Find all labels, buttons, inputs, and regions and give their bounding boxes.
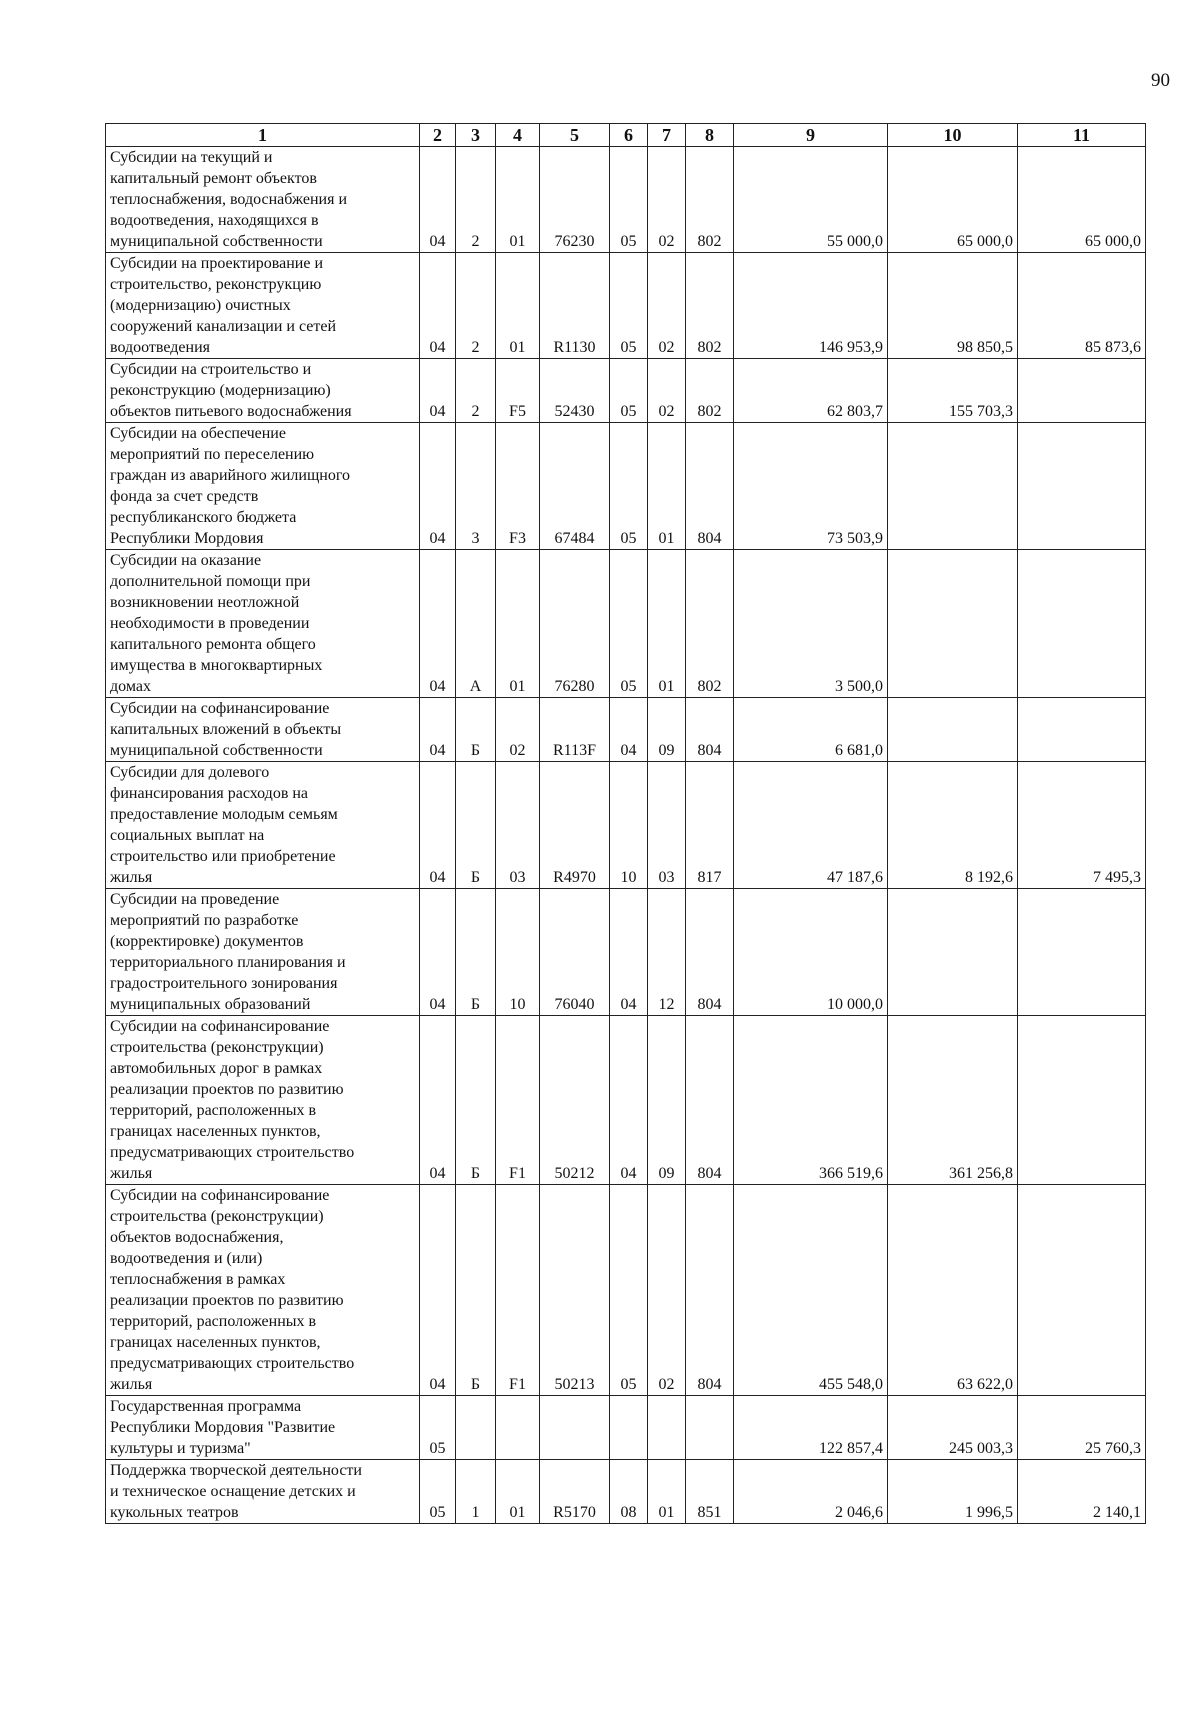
ministry-code: 804 (686, 423, 734, 550)
description-line: водоотведения и (или) (110, 1250, 263, 1267)
header-col-10: 10 (888, 124, 1018, 147)
section-code: 05 (420, 1460, 456, 1524)
section-code-2: 05 (610, 253, 648, 359)
amount-year-2: 245 003,3 (888, 1396, 1018, 1460)
description-line: возникновении неотложной (110, 594, 300, 611)
ministry-code: 804 (686, 698, 734, 762)
event-code: F1 (496, 1185, 540, 1396)
section-code-2: 04 (610, 1016, 648, 1185)
subsection-code: 01 (648, 423, 686, 550)
ministry-code: 804 (686, 1016, 734, 1185)
event-code: 01 (496, 253, 540, 359)
table-row (106, 698, 1146, 762)
section-code-2: 05 (610, 423, 648, 550)
amount-year-1: 6 681,0 (734, 698, 888, 762)
event-code: 10 (496, 889, 540, 1016)
amount-year-1: 3 500,0 (734, 550, 888, 698)
row-description (106, 1185, 420, 1396)
section-code-2: 05 (610, 359, 648, 423)
description-line: Субсидии на софинансирование (110, 700, 330, 717)
amount-year-1: 366 519,6 (734, 1016, 888, 1185)
ministry-code: 802 (686, 253, 734, 359)
description-line: жилья (110, 1376, 153, 1393)
event-code: 01 (496, 147, 540, 253)
direction-code: R4970 (540, 762, 610, 889)
row-description (106, 423, 420, 550)
section-code: 04 (420, 1016, 456, 1185)
amount-year-2: 63 622,0 (888, 1185, 1018, 1396)
row-description (106, 762, 420, 889)
subsection-code: 12 (648, 889, 686, 1016)
amount-year-2: 65 000,0 (888, 147, 1018, 253)
description-line: (корректировке) документов (110, 933, 304, 950)
description-line: граждан из аварийного жилищного (110, 467, 351, 484)
amount-year-3 (1018, 889, 1146, 1016)
row-description (106, 1396, 420, 1460)
amount-year-3 (1018, 1016, 1146, 1185)
description-line: объектов водоснабжения, (110, 1229, 284, 1246)
header-col-4: 4 (496, 124, 540, 147)
subsection-code: 02 (648, 147, 686, 253)
amount-year-3 (1018, 423, 1146, 550)
section-code-2: 05 (610, 1185, 648, 1396)
description-line: территорий, расположенных в (110, 1313, 317, 1330)
event-code: F1 (496, 1016, 540, 1185)
description-line: культуры и туризма" (110, 1440, 251, 1457)
description-line: Субсидии на софинансирование (110, 1018, 330, 1035)
direction-code: 50212 (540, 1016, 610, 1185)
table-row (106, 1185, 1146, 1396)
subprogram-code: А (456, 550, 496, 698)
section-code-2: 04 (610, 889, 648, 1016)
description-line: республиканского бюджета (110, 509, 297, 526)
header-col-2: 2 (420, 124, 456, 147)
description-line: необходимости в проведении (110, 615, 310, 632)
description-line: мероприятий по разработке (110, 912, 299, 929)
header-col-6: 6 (610, 124, 648, 147)
section-code-2: 08 (610, 1460, 648, 1524)
header-col-1: 1 (106, 124, 420, 147)
direction-code: 67484 (540, 423, 610, 550)
header-col-5: 5 (540, 124, 610, 147)
ministry-code: 802 (686, 550, 734, 698)
description-line: границах населенных пунктов, (110, 1123, 321, 1140)
budget-table (105, 123, 1146, 1524)
description-line: кукольных театров (110, 1504, 239, 1521)
description-line: территорий, расположенных в (110, 1102, 317, 1119)
description-line: водоотведения (110, 339, 210, 356)
amount-year-2 (888, 698, 1018, 762)
ministry-code: 802 (686, 147, 734, 253)
event-code (496, 1396, 540, 1460)
subprogram-code: 2 (456, 359, 496, 423)
description-line: территориального планирования и (110, 954, 346, 971)
row-description (106, 1016, 420, 1185)
event-code: 01 (496, 550, 540, 698)
header-col-9: 9 (734, 124, 888, 147)
direction-code: 76280 (540, 550, 610, 698)
amount-year-3: 2 140,1 (1018, 1460, 1146, 1524)
section-code-2: 04 (610, 698, 648, 762)
subprogram-code: Б (456, 889, 496, 1016)
description-line: Субсидии на оказание (110, 552, 262, 569)
row-description (106, 253, 420, 359)
header-col-7: 7 (648, 124, 686, 147)
section-code: 05 (420, 1396, 456, 1460)
description-line: Субсидии на проведение (110, 891, 280, 908)
subsection-code: 01 (648, 550, 686, 698)
section-code: 04 (420, 550, 456, 698)
section-code-2: 05 (610, 550, 648, 698)
description-line: капитальный ремонт объектов (110, 170, 317, 187)
row-description (106, 359, 420, 423)
amount-year-1: 62 803,7 (734, 359, 888, 423)
subsection-code: 09 (648, 1016, 686, 1185)
subsection-code: 09 (648, 698, 686, 762)
description-line: капитальных вложений в объекты (110, 721, 342, 738)
description-line: предусматривающих строительство (110, 1144, 355, 1161)
ministry-code: 817 (686, 762, 734, 889)
table-row (106, 1016, 1146, 1185)
subsection-code: 02 (648, 359, 686, 423)
ministry-code: 851 (686, 1460, 734, 1524)
header-col-11: 11 (1018, 124, 1146, 147)
table-row (106, 147, 1146, 253)
section-code: 04 (420, 889, 456, 1016)
table-row (106, 550, 1146, 698)
header-col-3: 3 (456, 124, 496, 147)
row-description (106, 1460, 420, 1524)
amount-year-2: 1 996,5 (888, 1460, 1018, 1524)
description-line: объектов питьевого водоснабжения (110, 403, 352, 420)
description-line: сооружений канализации и сетей (110, 318, 337, 335)
description-line: муниципальной собственности (110, 233, 323, 250)
ministry-code: 802 (686, 359, 734, 423)
description-line: муниципальных образований (110, 996, 311, 1013)
table-row (106, 1396, 1146, 1460)
description-line: автомобильных дорог в рамках (110, 1060, 323, 1077)
event-code: F3 (496, 423, 540, 550)
description-line: водоотведения, находящихся в (110, 212, 319, 229)
description-line: дополнительной помощи при (110, 573, 311, 590)
amount-year-1: 2 046,6 (734, 1460, 888, 1524)
ministry-code: 804 (686, 889, 734, 1016)
description-line: капитального ремонта общего (110, 636, 316, 653)
section-code: 04 (420, 253, 456, 359)
event-code: 02 (496, 698, 540, 762)
description-line: Субсидии на строительство и (110, 361, 312, 378)
subprogram-code: Б (456, 698, 496, 762)
header-row (106, 124, 1146, 147)
direction-code: R5170 (540, 1460, 610, 1524)
section-code: 04 (420, 147, 456, 253)
ministry-code (686, 1396, 734, 1460)
table-row (106, 762, 1146, 889)
ministry-code: 804 (686, 1185, 734, 1396)
description-line: Государственная программа (110, 1398, 302, 1415)
description-line: строительства (реконструкции) (110, 1039, 324, 1056)
row-description (106, 698, 420, 762)
amount-year-1: 122 857,4 (734, 1396, 888, 1460)
amount-year-2 (888, 423, 1018, 550)
subprogram-code: Б (456, 1016, 496, 1185)
amount-year-3: 25 760,3 (1018, 1396, 1146, 1460)
section-code: 04 (420, 698, 456, 762)
amount-year-1: 55 000,0 (734, 147, 888, 253)
description-line: реализации проектов по развитию (110, 1292, 344, 1309)
description-line: предоставление молодым семьям (110, 806, 338, 823)
header-col-8: 8 (686, 124, 734, 147)
section-code-2: 10 (610, 762, 648, 889)
subprogram-code: Б (456, 1185, 496, 1396)
amount-year-3: 65 000,0 (1018, 147, 1146, 253)
page-number: 90 (1151, 70, 1170, 91)
description-line: реализации проектов по развитию (110, 1081, 344, 1098)
description-line: социальных выплат на (110, 827, 265, 844)
subsection-code: 03 (648, 762, 686, 889)
subprogram-code: 2 (456, 147, 496, 253)
subsection-code: 01 (648, 1460, 686, 1524)
direction-code (540, 1396, 610, 1460)
amount-year-2 (888, 889, 1018, 1016)
direction-code: R1130 (540, 253, 610, 359)
description-line: Республики Мордовия "Развитие (110, 1419, 336, 1436)
description-line: фонда за счет средств (110, 488, 259, 505)
subsection-code: 02 (648, 253, 686, 359)
section-code-2: 05 (610, 147, 648, 253)
description-line: (модернизацию) очистных (110, 297, 291, 314)
direction-code: 76040 (540, 889, 610, 1016)
subprogram-code (456, 1396, 496, 1460)
amount-year-3 (1018, 1185, 1146, 1396)
amount-year-1: 455 548,0 (734, 1185, 888, 1396)
table-row (106, 423, 1146, 550)
description-line: мероприятий по переселению (110, 446, 315, 463)
amount-year-3: 85 873,6 (1018, 253, 1146, 359)
table-row (106, 889, 1146, 1016)
description-line: домах (110, 678, 151, 695)
amount-year-2: 361 256,8 (888, 1016, 1018, 1185)
description-line: теплоснабжения, водоснабжения и (110, 191, 347, 208)
section-code-2 (610, 1396, 648, 1460)
amount-year-3 (1018, 550, 1146, 698)
description-line: Субсидии для долевого (110, 764, 270, 781)
subprogram-code: 1 (456, 1460, 496, 1524)
subprogram-code: Б (456, 762, 496, 889)
description-line: имущества в многоквартирных (110, 657, 323, 674)
amount-year-1: 47 187,6 (734, 762, 888, 889)
amount-year-2: 8 192,6 (888, 762, 1018, 889)
amount-year-2: 98 850,5 (888, 253, 1018, 359)
description-line: жилья (110, 869, 153, 886)
subprogram-code: 3 (456, 423, 496, 550)
amount-year-3: 7 495,3 (1018, 762, 1146, 889)
amount-year-1: 73 503,9 (734, 423, 888, 550)
direction-code: 76230 (540, 147, 610, 253)
amount-year-2: 155 703,3 (888, 359, 1018, 423)
description-line: реконструкцию (модернизацию) (110, 382, 331, 399)
amount-year-2 (888, 550, 1018, 698)
event-code: 01 (496, 1460, 540, 1524)
event-code: 03 (496, 762, 540, 889)
description-line: градостроительного зонирования (110, 975, 338, 992)
table-row (106, 359, 1146, 423)
row-description (106, 550, 420, 698)
description-line: теплоснабжения в рамках (110, 1271, 286, 1288)
description-line: Субсидии на софинансирование (110, 1187, 330, 1204)
subprogram-code: 2 (456, 253, 496, 359)
description-line: предусматривающих строительство (110, 1355, 355, 1372)
direction-code: R113F (540, 698, 610, 762)
event-code: F5 (496, 359, 540, 423)
table-row (106, 1460, 1146, 1524)
amount-year-1: 146 953,9 (734, 253, 888, 359)
subsection-code (648, 1396, 686, 1460)
section-code: 04 (420, 359, 456, 423)
description-line: Поддержка творческой деятельности (110, 1462, 362, 1479)
description-line: Субсидии на текущий и (110, 149, 273, 166)
description-line: строительство, реконструкцию (110, 276, 322, 293)
subsection-code: 02 (648, 1185, 686, 1396)
section-code: 04 (420, 762, 456, 889)
description-line: границах населенных пунктов, (110, 1334, 321, 1351)
table-row (106, 253, 1146, 359)
description-line: строительство или приобретение (110, 848, 336, 865)
description-line: Республики Мордовия (110, 530, 264, 547)
table-body (106, 147, 1146, 1524)
amount-year-1: 10 000,0 (734, 889, 888, 1016)
section-code: 04 (420, 423, 456, 550)
row-description (106, 147, 420, 253)
description-line: и техническое оснащение детских и (110, 1483, 356, 1500)
description-line: Субсидии на обеспечение (110, 425, 286, 442)
description-line: муниципальной собственности (110, 742, 323, 759)
description-line: строительства (реконструкции) (110, 1208, 324, 1225)
description-line: жилья (110, 1165, 153, 1182)
row-description (106, 889, 420, 1016)
amount-year-3 (1018, 359, 1146, 423)
description-line: Субсидии на проектирование и (110, 255, 324, 272)
direction-code: 50213 (540, 1185, 610, 1396)
amount-year-3 (1018, 698, 1146, 762)
direction-code: 52430 (540, 359, 610, 423)
description-line: финансирования расходов на (110, 785, 309, 802)
section-code: 04 (420, 1185, 456, 1396)
